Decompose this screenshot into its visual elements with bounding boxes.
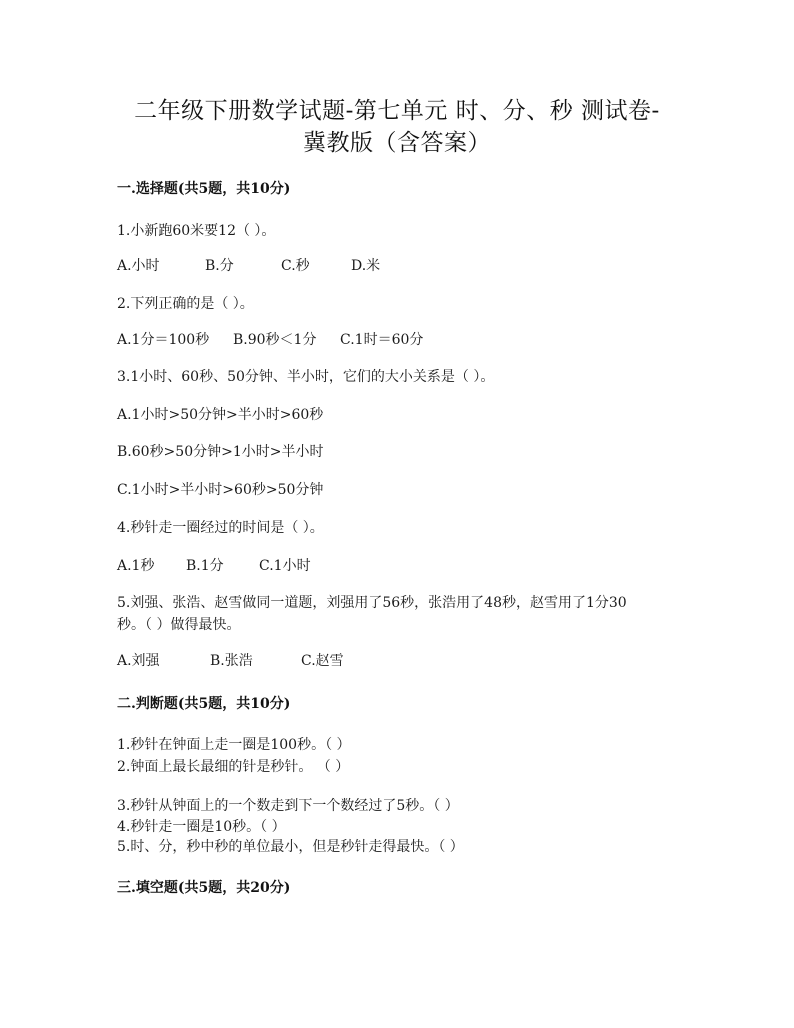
option-a: A.1分＝100秒 xyxy=(117,332,210,348)
section-header-multiple-choice: 一.选择题(共5题，共10分) xyxy=(117,181,291,197)
option-d: D.米 xyxy=(351,258,381,274)
question-3-option-b: B.60秒>50分钟>1小时>半小时 xyxy=(117,444,324,460)
option-b: B.1分 xyxy=(186,558,224,574)
question-1-options xyxy=(117,257,380,275)
question-2-options xyxy=(117,331,423,349)
judgment-item-4: 4.秒针走一圈是10秒。（ ） xyxy=(117,819,286,835)
question-3-option-c: C.1小时>半小时>60秒>50分钟 xyxy=(117,482,324,498)
question-5-line2: 秒。（ ）做得最快。 xyxy=(117,617,241,633)
option-c: C.1时＝60分 xyxy=(340,332,424,348)
question-2: 2.下列正确的是（ ）。 xyxy=(117,296,254,312)
option-b: B.张浩 xyxy=(210,653,253,669)
option-a: A.刘强 xyxy=(117,653,160,669)
section-header-true-false: 二.判断题(共5题，共10分) xyxy=(117,696,291,712)
question-3: 3.1小时、60秒、50分钟、半小时，它们的大小关系是（ ）。 xyxy=(117,369,495,385)
judgment-item-5: 5.时、分，秒中秒的单位最小，但是秒针走得最快。（ ） xyxy=(117,839,464,855)
option-c: C.赵雪 xyxy=(301,653,344,669)
question-5-options xyxy=(117,652,344,670)
question-1: 1.小新跑60米要12（ ）。 xyxy=(117,223,276,239)
document-title-line1: 二年级下册数学试题-第七单元 时、分、秒 测试卷- xyxy=(134,98,660,124)
option-a: A.1秒 xyxy=(117,558,155,574)
document-title-line2: 冀教版（含答案） xyxy=(303,130,491,156)
option-c: C.秒 xyxy=(281,258,310,274)
option-b: B.分 xyxy=(205,258,234,274)
option-c: C.1小时 xyxy=(259,558,311,574)
judgment-item-3: 3.秒针从钟面上的一个数走到下一个数经过了5秒。（ ） xyxy=(117,798,459,814)
judgment-item-2: 2.钟面上最长最细的针是秒针。 （ ） xyxy=(117,759,350,775)
question-3-option-a: A.1小时>50分钟>半小时>60秒 xyxy=(117,407,324,423)
question-5-line1: 5.刘强、张浩、赵雪做同一道题，刘强用了56秒，张浩用了48秒，赵雪用了1分30 xyxy=(117,595,627,611)
question-4-options xyxy=(117,557,311,575)
option-b: B.90秒＜1分 xyxy=(233,332,317,348)
judgment-item-1: 1.秒针在钟面上走一圈是100秒。（ ） xyxy=(117,737,351,753)
option-a: A.小时 xyxy=(117,258,160,274)
section-header-fill-in: 三.填空题(共5题，共20分) xyxy=(117,880,291,896)
question-4: 4.秒针走一圈经过的时间是（ ）。 xyxy=(117,520,324,536)
